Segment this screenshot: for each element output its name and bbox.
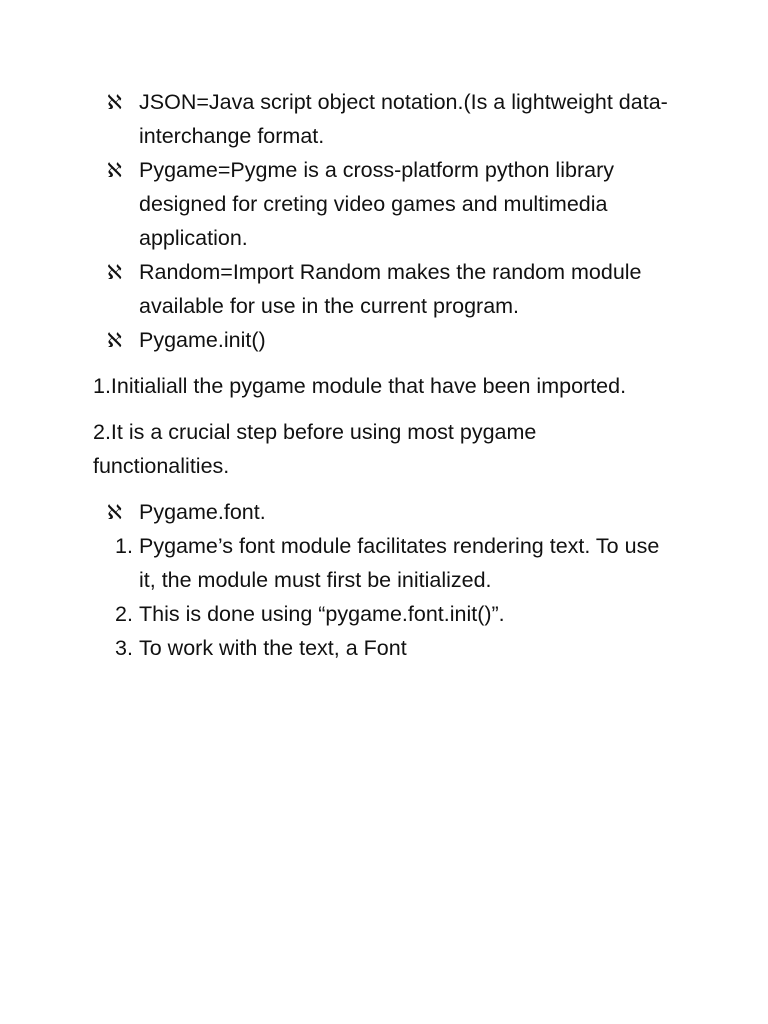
item-number: 1. [115, 534, 133, 558]
list-item [93, 323, 673, 357]
numbered-item-text: This is done using “pygame.font.init()”. [139, 602, 505, 626]
numbered-item-text: Pygame’s font module facilitates rendering text. To use it, the module must first be initialized. [139, 534, 660, 592]
item-number: 2. [115, 602, 133, 626]
list-item-text: Pygame.init() [139, 328, 266, 352]
list-item [93, 85, 673, 153]
list-item [93, 153, 673, 255]
aleph-bullet-icon: ℵ [107, 328, 122, 352]
numbered-list [93, 529, 673, 665]
aleph-bullet-icon: ℵ [107, 158, 122, 182]
paragraph: 2.It is a crucial step before using most pygame functionalities. [93, 420, 537, 478]
list-item [93, 495, 673, 529]
list-item-text: JSON=Java script object notation.(Is a lightweight data-interchange format. [139, 90, 668, 148]
document-page [93, 85, 673, 665]
numbered-item-text: To work with the text, a Font [139, 636, 407, 660]
list-item-text: Random=Import Random makes the random module available for use in the current program. [139, 260, 642, 318]
item-number: 3. [115, 636, 133, 660]
numbered-item [93, 529, 673, 597]
list-item [93, 255, 673, 323]
list-item-text: Pygame=Pygme is a cross-platform python library designed for creting video games and multimedia application. [139, 158, 614, 250]
bullet-list-top [93, 85, 673, 357]
numbered-item [93, 631, 673, 665]
numbered-item [93, 597, 673, 631]
aleph-bullet-icon: ℵ [107, 90, 122, 114]
list-item-text: Pygame.font. [139, 500, 266, 524]
paragraph: 1.Initialiall the pygame module that have been imported. [93, 374, 627, 398]
bullet-list-bottom [93, 495, 673, 529]
aleph-bullet-icon: ℵ [107, 500, 122, 524]
aleph-bullet-icon: ℵ [107, 260, 122, 284]
